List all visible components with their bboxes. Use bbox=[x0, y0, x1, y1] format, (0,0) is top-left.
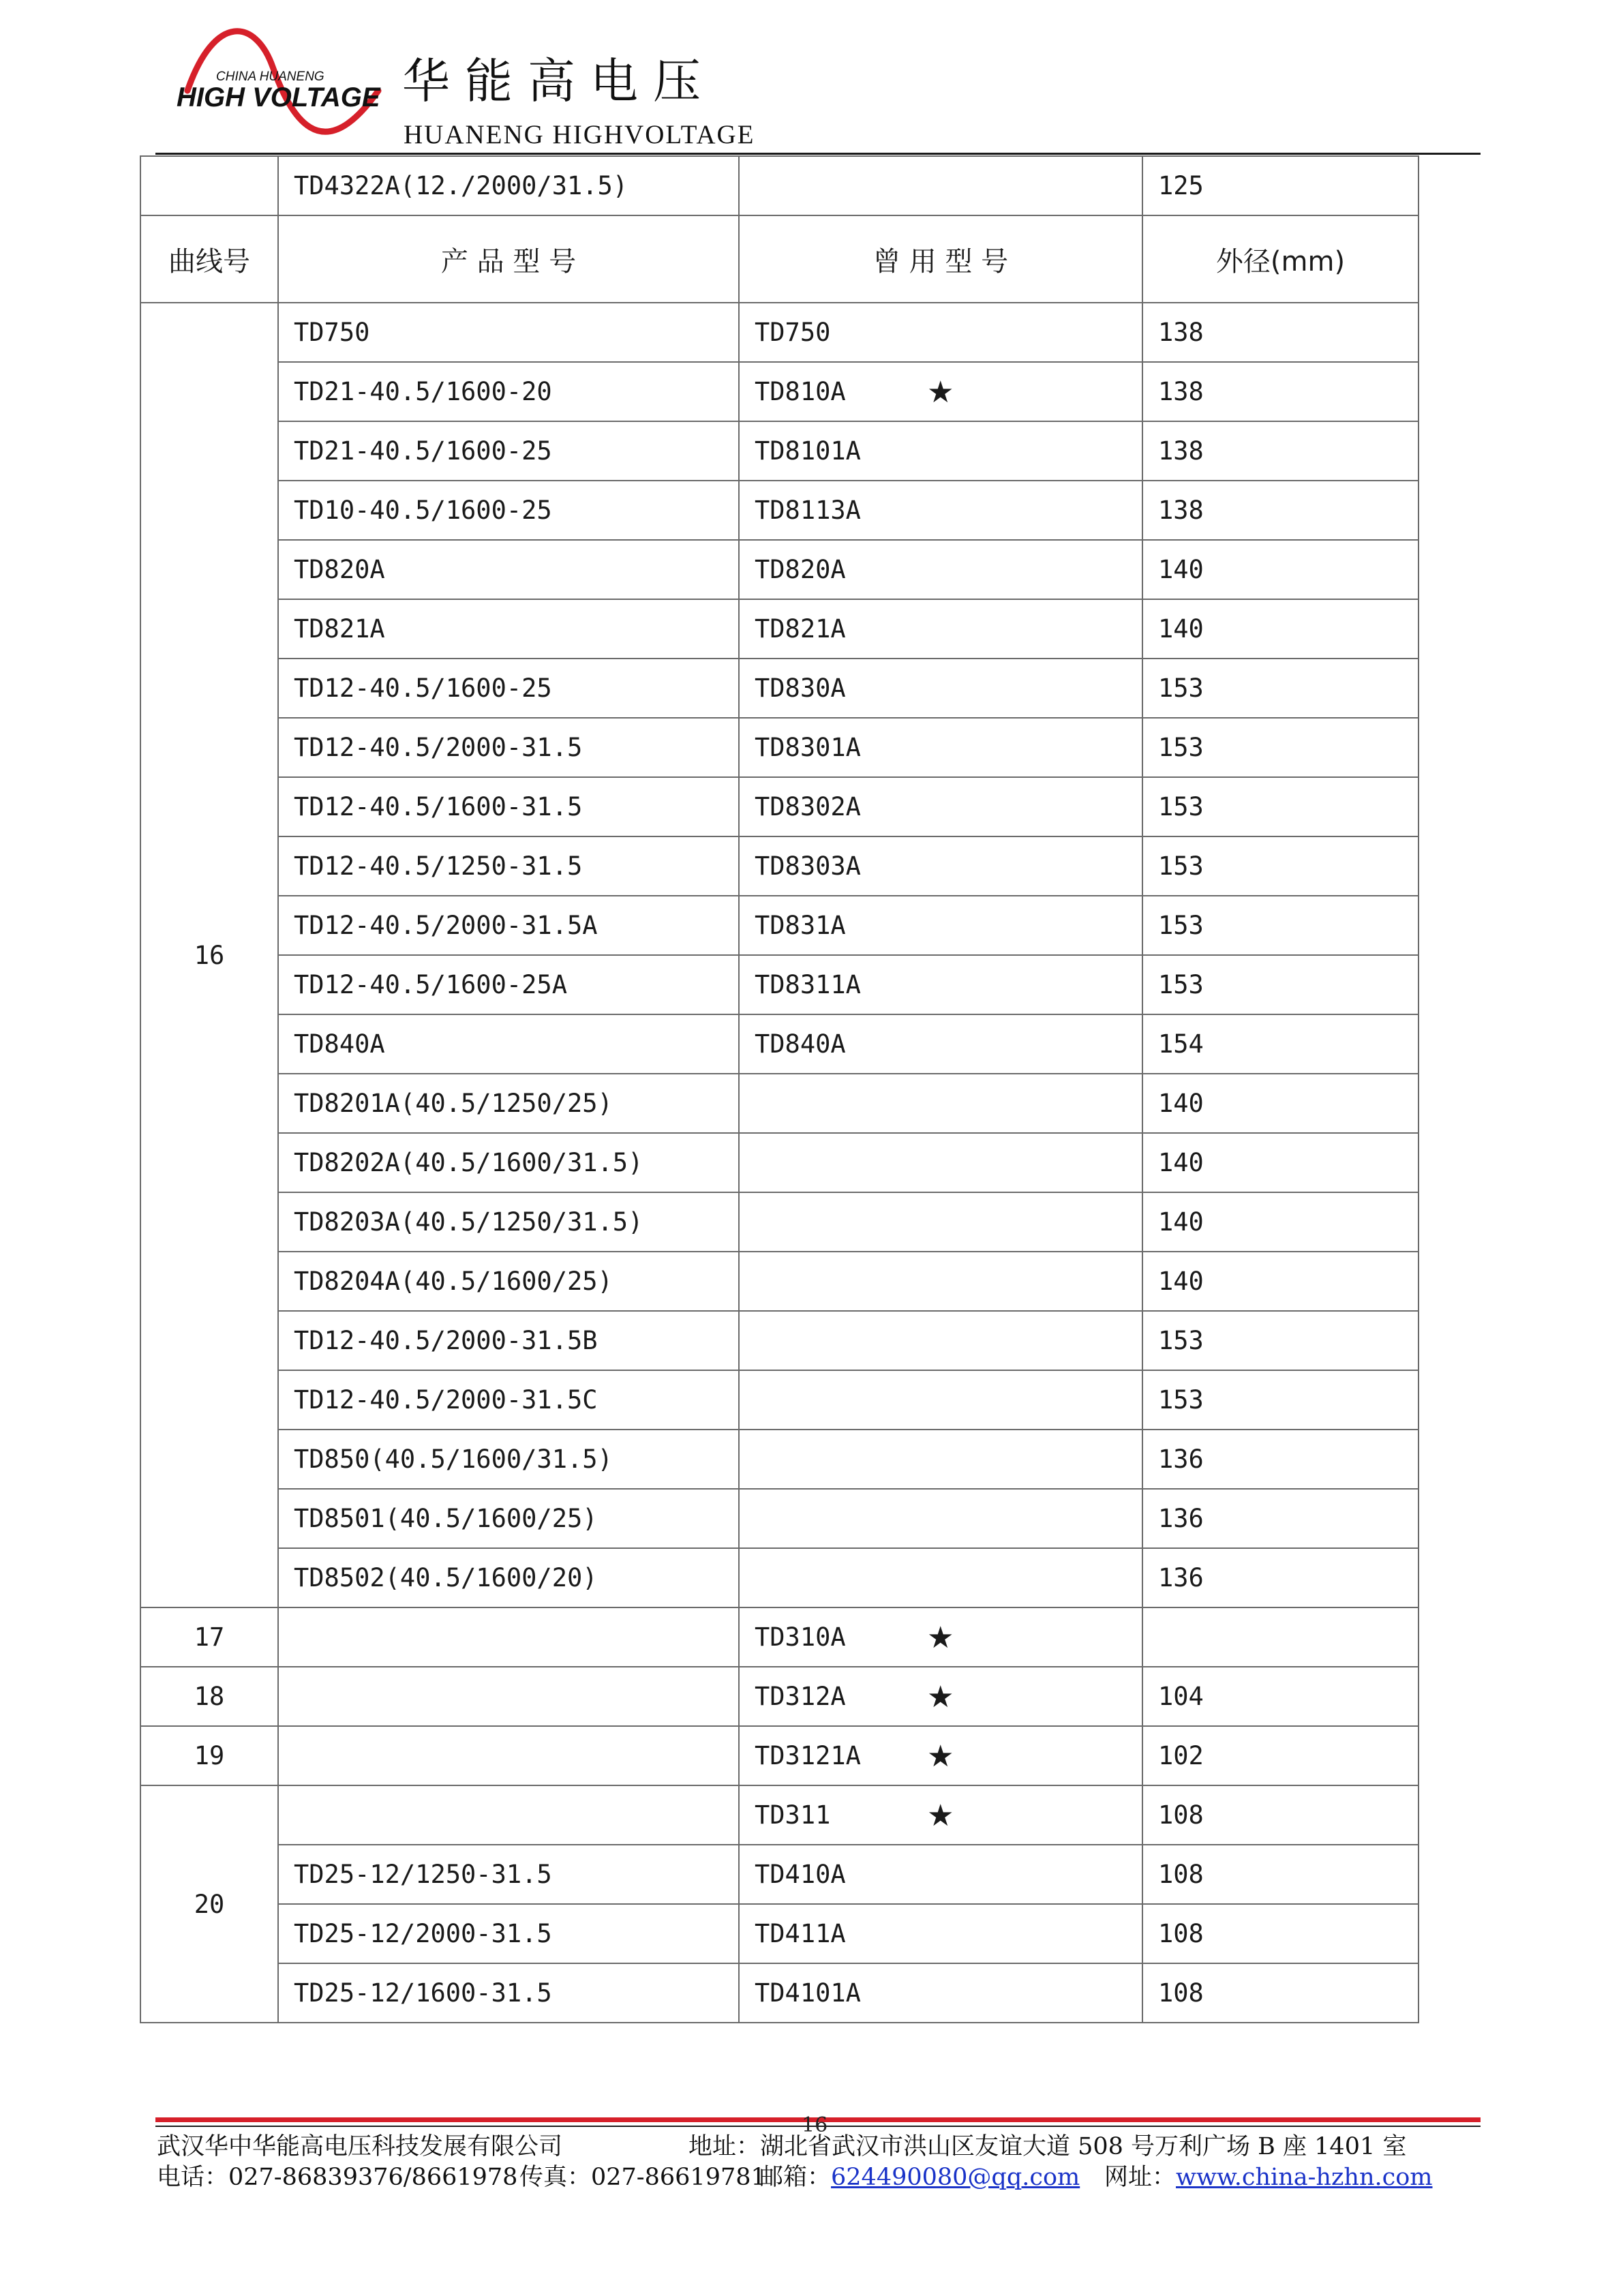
outer-diameter-cell: 136 bbox=[1142, 1489, 1419, 1548]
used-model-cell bbox=[739, 955, 1142, 1014]
used-model-text: TD411A bbox=[755, 1919, 846, 1948]
product-model-cell: TD25-12/1600-31.5 bbox=[278, 1963, 739, 2023]
outer-diameter-cell: 104 bbox=[1142, 1667, 1419, 1726]
star-icon: ★ bbox=[927, 375, 954, 410]
page-number: 16 bbox=[802, 2113, 828, 2137]
table-row bbox=[140, 1607, 1419, 1667]
outer-diameter-cell: 136 bbox=[1142, 1430, 1419, 1489]
footer-fax: 传真：027-86619781 bbox=[519, 2164, 766, 2191]
used-model-cell bbox=[739, 540, 1142, 599]
table-row bbox=[140, 1192, 1419, 1252]
used-model-cell bbox=[739, 1370, 1142, 1430]
outer-diameter-cell: 153 bbox=[1142, 1370, 1419, 1430]
header-product-model: 产 品 型 号 bbox=[278, 215, 739, 303]
product-model-cell: TD8201A(40.5/1250/25) bbox=[278, 1074, 739, 1133]
used-model-text: TD840A bbox=[755, 1029, 846, 1059]
used-model-cell bbox=[739, 1726, 1142, 1785]
used-model-cell bbox=[739, 1133, 1142, 1192]
header-curve: 曲线号 bbox=[140, 215, 278, 303]
outer-diameter-cell: 138 bbox=[1142, 362, 1419, 421]
outer-diameter-cell: 153 bbox=[1142, 955, 1419, 1014]
used-model-text: TD8301A bbox=[755, 733, 861, 762]
used-model-cell bbox=[739, 836, 1142, 896]
used-model-cell bbox=[739, 362, 1142, 421]
product-model-cell: TD8203A(40.5/1250/31.5) bbox=[278, 1192, 739, 1252]
spec-table bbox=[140, 155, 1419, 2023]
outer-diameter-cell: 136 bbox=[1142, 1548, 1419, 1607]
table-row bbox=[140, 1845, 1419, 1904]
outer-diameter-cell: 153 bbox=[1142, 1311, 1419, 1370]
footer-phone: 电话：027-86839376/8661978 bbox=[157, 2164, 518, 2191]
used-model-cell bbox=[739, 303, 1142, 362]
table-row bbox=[140, 1963, 1419, 2023]
product-model-cell bbox=[278, 1607, 739, 1667]
table-row bbox=[140, 1311, 1419, 1370]
table-row bbox=[140, 303, 1419, 362]
curve-cell: 17 bbox=[140, 1607, 278, 1667]
curve-cell bbox=[140, 156, 278, 215]
header-used-model: 曾 用 型 号 bbox=[739, 215, 1142, 303]
table-row bbox=[140, 896, 1419, 955]
outer-diameter-cell: 153 bbox=[1142, 836, 1419, 896]
footer-email-link[interactable]: 624490080@qq.com bbox=[831, 2164, 1080, 2191]
used-model-cell bbox=[739, 1074, 1142, 1133]
star-icon: ★ bbox=[927, 1798, 954, 1833]
footer-web-label: 网址： bbox=[1104, 2164, 1177, 2191]
star-icon: ★ bbox=[927, 1739, 954, 1774]
product-model-cell: TD21-40.5/1600-25 bbox=[278, 421, 739, 481]
used-model-text: TD8303A bbox=[755, 851, 861, 881]
company-name-cn: 华能高电压 bbox=[402, 53, 716, 109]
used-model-cell bbox=[739, 1548, 1142, 1607]
footer-address: 地址：湖北省武汉市洪山区友谊大道 508 号万利广场 B 座 1401 室 bbox=[688, 2133, 1407, 2160]
used-model-text: TD4101A bbox=[755, 1978, 861, 2008]
outer-diameter-cell: 140 bbox=[1142, 1252, 1419, 1311]
table-row bbox=[140, 718, 1419, 777]
used-model-cell bbox=[739, 599, 1142, 659]
used-model-cell bbox=[739, 421, 1142, 481]
product-model-cell: TD12-40.5/2000-31.5B bbox=[278, 1311, 739, 1370]
used-model-cell bbox=[739, 1311, 1142, 1370]
outer-diameter-cell: 108 bbox=[1142, 1785, 1419, 1845]
page-header bbox=[0, 0, 1623, 164]
footer-web-block bbox=[1104, 2166, 1433, 2190]
outer-diameter-cell: 138 bbox=[1142, 421, 1419, 481]
product-model-cell: TD12-40.5/1600-31.5 bbox=[278, 777, 739, 836]
product-model-cell: TD12-40.5/1250-31.5 bbox=[278, 836, 739, 896]
product-model-cell: TD821A bbox=[278, 599, 739, 659]
table-row bbox=[140, 156, 1419, 215]
used-model-text: TD3121A bbox=[755, 1741, 861, 1770]
product-model-cell: TD21-40.5/1600-20 bbox=[278, 362, 739, 421]
table-body bbox=[140, 156, 1419, 2023]
used-model-cell bbox=[739, 1845, 1142, 1904]
product-model-cell bbox=[278, 1667, 739, 1726]
curve-cell: 19 bbox=[140, 1726, 278, 1785]
used-model-text: TD8302A bbox=[755, 792, 861, 821]
product-model-cell: TD10-40.5/1600-25 bbox=[278, 481, 739, 540]
outer-diameter-cell: 140 bbox=[1142, 540, 1419, 599]
table-row bbox=[140, 659, 1419, 718]
product-model-cell: TD8501(40.5/1600/25) bbox=[278, 1489, 739, 1548]
outer-diameter-cell: 125 bbox=[1142, 156, 1419, 215]
used-model-cell bbox=[739, 1963, 1142, 2023]
used-model-text: TD410A bbox=[755, 1860, 846, 1889]
company-logo-icon bbox=[174, 26, 392, 155]
used-model-text: TD831A bbox=[755, 911, 846, 940]
footer-web-link[interactable]: www.china-hzhn.com bbox=[1176, 2164, 1433, 2191]
table-row bbox=[140, 1726, 1419, 1785]
used-model-text: TD820A bbox=[755, 555, 846, 584]
table-row bbox=[140, 777, 1419, 836]
table-row bbox=[140, 1904, 1419, 1963]
star-icon: ★ bbox=[927, 1620, 954, 1655]
outer-diameter-cell: 138 bbox=[1142, 481, 1419, 540]
outer-diameter-cell: 108 bbox=[1142, 1904, 1419, 1963]
header-divider bbox=[155, 153, 1481, 155]
table-row bbox=[140, 1785, 1419, 1845]
outer-diameter-cell: 140 bbox=[1142, 1192, 1419, 1252]
used-model-text: TD8113A bbox=[755, 496, 861, 525]
used-model-text: TD821A bbox=[755, 614, 846, 644]
used-model-cell bbox=[739, 1014, 1142, 1074]
outer-diameter-cell: 153 bbox=[1142, 718, 1419, 777]
product-model-cell: TD25-12/2000-31.5 bbox=[278, 1904, 739, 1963]
table-row bbox=[140, 1548, 1419, 1607]
table-row bbox=[140, 1370, 1419, 1430]
table-row bbox=[140, 481, 1419, 540]
outer-diameter-cell: 108 bbox=[1142, 1845, 1419, 1904]
used-model-cell bbox=[739, 1192, 1142, 1252]
product-model-cell: TD12-40.5/2000-31.5C bbox=[278, 1370, 739, 1430]
used-model-text: TD8311A bbox=[755, 970, 861, 999]
table-row bbox=[140, 1133, 1419, 1192]
outer-diameter-cell: 153 bbox=[1142, 896, 1419, 955]
used-model-text: TD8101A bbox=[755, 436, 861, 466]
used-model-text: TD311 bbox=[755, 1800, 831, 1830]
table-row bbox=[140, 1014, 1419, 1074]
product-model-cell: TD820A bbox=[278, 540, 739, 599]
curve-cell: 16 bbox=[140, 303, 278, 1607]
used-model-text: TD810A bbox=[755, 377, 846, 406]
outer-diameter-cell: 102 bbox=[1142, 1726, 1419, 1785]
used-model-cell bbox=[739, 1252, 1142, 1311]
product-model-cell: TD8502(40.5/1600/20) bbox=[278, 1548, 739, 1607]
table-row bbox=[140, 1252, 1419, 1311]
product-model-cell: TD12-40.5/2000-31.5A bbox=[278, 896, 739, 955]
product-model-cell bbox=[278, 1726, 739, 1785]
table-row bbox=[140, 1667, 1419, 1726]
product-model-cell: TD8204A(40.5/1600/25) bbox=[278, 1252, 739, 1311]
used-model-text: TD750 bbox=[755, 318, 831, 347]
footer-company: 武汉华中华能高电压科技发展有限公司 bbox=[157, 2133, 563, 2160]
table-row bbox=[140, 421, 1419, 481]
footer-email-block bbox=[759, 2166, 1080, 2190]
outer-diameter-cell: 154 bbox=[1142, 1014, 1419, 1074]
used-model-cell bbox=[739, 481, 1142, 540]
table-row bbox=[140, 362, 1419, 421]
outer-diameter-cell: 138 bbox=[1142, 303, 1419, 362]
outer-diameter-cell bbox=[1142, 1607, 1419, 1667]
outer-diameter-cell: 140 bbox=[1142, 599, 1419, 659]
footer-email-label: 邮箱： bbox=[759, 2164, 832, 2191]
outer-diameter-cell: 140 bbox=[1142, 1133, 1419, 1192]
outer-diameter-cell: 108 bbox=[1142, 1963, 1419, 2023]
table-row bbox=[140, 599, 1419, 659]
logo-small-text: CHINA HUANENG bbox=[216, 70, 324, 84]
used-model-cell bbox=[739, 1667, 1142, 1726]
product-model-cell: TD840A bbox=[278, 1014, 739, 1074]
table-row bbox=[140, 540, 1419, 599]
product-model-cell: TD12-40.5/1600-25 bbox=[278, 659, 739, 718]
outer-diameter-cell: 153 bbox=[1142, 659, 1419, 718]
used-model-cell bbox=[739, 156, 1142, 215]
logo-large-text: HIGH VOLTAGE bbox=[177, 82, 380, 112]
table-row bbox=[140, 955, 1419, 1014]
used-model-cell bbox=[739, 1904, 1142, 1963]
used-model-cell bbox=[739, 896, 1142, 955]
curve-cell: 20 bbox=[140, 1785, 278, 2023]
product-model-cell: TD25-12/1250-31.5 bbox=[278, 1845, 739, 1904]
product-model-cell: TD4322A(12./2000/31.5) bbox=[278, 156, 739, 215]
product-model-cell bbox=[278, 1785, 739, 1845]
outer-diameter-cell: 153 bbox=[1142, 777, 1419, 836]
product-model-cell: TD12-40.5/1600-25A bbox=[278, 955, 739, 1014]
used-model-cell bbox=[739, 718, 1142, 777]
table-row bbox=[140, 836, 1419, 896]
used-model-cell bbox=[739, 1607, 1142, 1667]
table-header-row bbox=[140, 215, 1419, 303]
header-outer-diameter: 外径(mm) bbox=[1142, 215, 1419, 303]
used-model-cell bbox=[739, 777, 1142, 836]
used-model-cell bbox=[739, 1489, 1142, 1548]
product-model-cell: TD8202A(40.5/1600/31.5) bbox=[278, 1133, 739, 1192]
product-model-cell: TD12-40.5/2000-31.5 bbox=[278, 718, 739, 777]
used-model-text: TD830A bbox=[755, 674, 846, 703]
used-model-text: TD310A bbox=[755, 1622, 846, 1652]
used-model-text: TD312A bbox=[755, 1682, 846, 1711]
table-row bbox=[140, 1430, 1419, 1489]
product-model-cell: TD850(40.5/1600/31.5) bbox=[278, 1430, 739, 1489]
used-model-cell bbox=[739, 1785, 1142, 1845]
table-row bbox=[140, 1074, 1419, 1133]
product-model-cell: TD750 bbox=[278, 303, 739, 362]
used-model-cell bbox=[739, 659, 1142, 718]
curve-cell: 18 bbox=[140, 1667, 278, 1726]
star-icon: ★ bbox=[927, 1680, 954, 1715]
company-name-en: HUANENG HIGHVOLTAGE bbox=[404, 120, 755, 149]
used-model-cell bbox=[739, 1430, 1142, 1489]
outer-diameter-cell: 140 bbox=[1142, 1074, 1419, 1133]
table-row bbox=[140, 1489, 1419, 1548]
